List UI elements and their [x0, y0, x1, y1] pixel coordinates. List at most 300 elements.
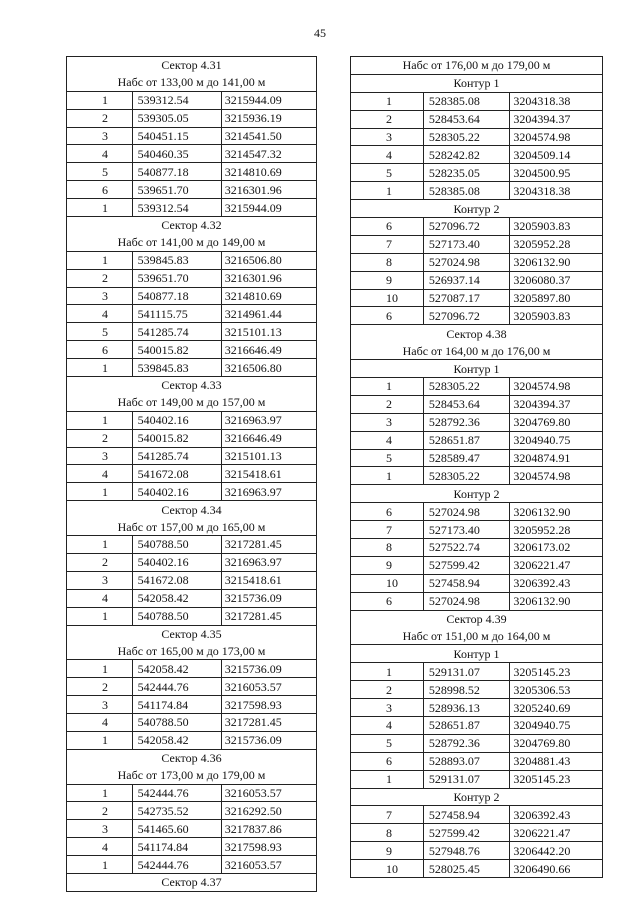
- coord-y: 3215736.09: [221, 660, 316, 678]
- coord-x: 540402.16: [132, 553, 221, 571]
- height-range: Набс от 151,00 м до 164,00 м: [351, 628, 603, 645]
- sector-header-row: [67, 501, 317, 518]
- coord-x: 528305.22: [423, 467, 510, 485]
- coord-y: 3206173.02: [510, 539, 603, 557]
- height-range-row: [351, 342, 603, 359]
- point-number: 6: [351, 592, 424, 610]
- contour-label-row: [351, 485, 603, 503]
- sector-header-row: [67, 57, 317, 74]
- sector-header: Сектор 4.33: [67, 377, 317, 394]
- coordinate-row: [351, 716, 603, 734]
- coordinate-row: [351, 467, 603, 485]
- coord-y: 3216053.57: [221, 856, 316, 874]
- coordinate-row: [351, 128, 603, 146]
- height-range-row: [351, 57, 603, 75]
- coordinate-row: [351, 289, 603, 307]
- point-number: 10: [351, 574, 424, 592]
- coord-y: 3217281.45: [221, 713, 316, 731]
- coordinate-row: [67, 429, 317, 447]
- point-number: 3: [351, 128, 424, 146]
- coordinate-row: [67, 607, 317, 625]
- point-number: 4: [351, 146, 424, 164]
- coord-y: 3215736.09: [221, 731, 316, 749]
- coord-y: 3216506.80: [221, 359, 316, 377]
- coord-x: 541285.74: [132, 447, 221, 465]
- coordinate-row: [351, 521, 603, 539]
- coord-x: 527458.94: [423, 574, 510, 592]
- coordinate-row: [351, 449, 603, 467]
- height-range-row: [67, 767, 317, 784]
- point-number: 7: [351, 521, 424, 539]
- coordinate-row: [351, 218, 603, 236]
- coordinate-row: [67, 838, 317, 856]
- coord-y: 3205903.83: [510, 218, 603, 236]
- coord-x: 527096.72: [423, 307, 510, 325]
- coord-y: 3206221.47: [510, 556, 603, 574]
- point-number: 4: [351, 716, 424, 734]
- coord-y: 3216053.57: [221, 784, 316, 802]
- coord-x: 540402.16: [132, 411, 221, 429]
- point-number: 2: [67, 802, 133, 820]
- coordinates-table-right-body: [351, 57, 603, 878]
- contour-label-row: [351, 74, 603, 92]
- coord-x: 527522.74: [423, 539, 510, 557]
- coord-x: 540877.18: [132, 287, 221, 305]
- point-number: 1: [351, 770, 424, 788]
- sector-header-row: [67, 873, 317, 891]
- coordinate-row: [67, 323, 317, 341]
- coord-y: 3206392.43: [510, 574, 603, 592]
- coord-x: 539651.70: [132, 269, 221, 287]
- coord-y: 3205306.53: [510, 681, 603, 699]
- coordinate-row: [67, 359, 317, 377]
- height-range-row: [67, 234, 317, 251]
- coord-x: 528651.87: [423, 431, 510, 449]
- contour-label-row: [351, 788, 603, 806]
- point-number: 9: [351, 842, 424, 860]
- point-number: 3: [67, 287, 133, 305]
- coord-x: 539651.70: [132, 181, 221, 199]
- point-number: 1: [351, 663, 424, 681]
- coord-x: 528998.52: [423, 681, 510, 699]
- coord-y: 3205240.69: [510, 699, 603, 717]
- coord-y: 3215944.09: [221, 199, 316, 217]
- coord-y: 3206132.90: [510, 592, 603, 610]
- coordinate-row: [351, 539, 603, 557]
- coordinate-row: [351, 431, 603, 449]
- coordinate-row: [351, 146, 603, 164]
- coord-x: 539305.05: [132, 109, 221, 127]
- point-number: 5: [67, 323, 133, 341]
- coord-x: 528453.64: [423, 395, 510, 413]
- coordinate-row: [67, 660, 317, 678]
- coord-y: 3217598.93: [221, 838, 316, 856]
- coord-y: 3205145.23: [510, 663, 603, 681]
- coord-x: 542058.42: [132, 589, 221, 607]
- point-number: 1: [67, 731, 133, 749]
- point-number: 9: [351, 271, 424, 289]
- coord-x: 542058.42: [132, 660, 221, 678]
- height-range-row: [67, 394, 317, 411]
- coordinate-row: [67, 447, 317, 465]
- coord-y: 3205145.23: [510, 770, 603, 788]
- coord-x: 529131.07: [423, 663, 510, 681]
- coord-x: 528025.45: [423, 860, 510, 878]
- coord-y: 3217598.93: [221, 696, 316, 714]
- coord-y: 3204574.98: [510, 467, 603, 485]
- coord-x: 527173.40: [423, 521, 510, 539]
- point-number: 7: [351, 806, 424, 824]
- point-number: 3: [351, 699, 424, 717]
- coord-y: 3217281.45: [221, 607, 316, 625]
- coord-x: 541174.84: [132, 696, 221, 714]
- page-number: 45: [314, 26, 326, 40]
- coord-y: 3205903.83: [510, 307, 603, 325]
- height-range: Набс от 133,00 м до 141,00 м: [67, 74, 317, 91]
- height-range-row: [67, 518, 317, 535]
- point-number: 2: [67, 109, 133, 127]
- point-number: 1: [67, 660, 133, 678]
- coord-y: 3217837.86: [221, 820, 316, 838]
- coordinate-row: [67, 713, 317, 731]
- point-number: 1: [351, 467, 424, 485]
- coord-x: 541174.84: [132, 838, 221, 856]
- height-range: Набс от 141,00 м до 149,00 м: [67, 234, 317, 251]
- point-number: 3: [351, 413, 424, 431]
- coord-y: 3215418.61: [221, 571, 316, 589]
- point-number: 2: [67, 269, 133, 287]
- coord-y: 3206221.47: [510, 824, 603, 842]
- coord-y: 3204574.98: [510, 378, 603, 396]
- point-number: 5: [351, 449, 424, 467]
- coordinate-row: [351, 164, 603, 182]
- coord-x: 541672.08: [132, 465, 221, 483]
- coord-y: 3206490.66: [510, 860, 603, 878]
- height-range: Набс от 176,00 м до 179,00 м: [351, 57, 603, 75]
- point-number: 2: [67, 429, 133, 447]
- coord-x: 542735.52: [132, 802, 221, 820]
- coordinate-row: [67, 199, 317, 217]
- coord-x: 542444.76: [132, 678, 221, 696]
- coord-y: 3204318.38: [510, 92, 603, 110]
- coord-y: 3206442.20: [510, 842, 603, 860]
- sector-header-row: [67, 217, 317, 234]
- point-number: 4: [67, 145, 133, 163]
- coord-x: 527024.98: [423, 592, 510, 610]
- coord-y: 3214810.69: [221, 287, 316, 305]
- sector-header-row: [67, 625, 317, 642]
- point-number: 2: [67, 553, 133, 571]
- coord-x: 528893.07: [423, 752, 510, 770]
- point-number: 4: [67, 713, 133, 731]
- coord-y: 3205897.80: [510, 289, 603, 307]
- coord-y: 3215101.13: [221, 323, 316, 341]
- point-number: 1: [351, 92, 424, 110]
- contour-label: Контур 2: [351, 485, 603, 503]
- coordinate-row: [67, 784, 317, 802]
- coord-y: 3204940.75: [510, 716, 603, 734]
- coord-x: 527173.40: [423, 235, 510, 253]
- point-number: 3: [67, 696, 133, 714]
- point-number: 10: [351, 860, 424, 878]
- coord-x: 540788.50: [132, 536, 221, 554]
- coord-x: 527087.17: [423, 289, 510, 307]
- point-number: 1: [67, 91, 133, 109]
- coordinate-row: [67, 696, 317, 714]
- coordinate-row: [351, 824, 603, 842]
- coord-x: 527024.98: [423, 503, 510, 521]
- point-number: 2: [351, 110, 424, 128]
- coord-y: 3204394.37: [510, 110, 603, 128]
- coordinate-row: [67, 163, 317, 181]
- coordinate-row: [351, 574, 603, 592]
- point-number: 6: [351, 752, 424, 770]
- coordinate-row: [351, 235, 603, 253]
- contour-label-row: [351, 360, 603, 378]
- coord-x: 528792.36: [423, 734, 510, 752]
- coordinate-row: [351, 592, 603, 610]
- coordinate-row: [67, 678, 317, 696]
- coordinate-row: [351, 395, 603, 413]
- coord-y: 3215736.09: [221, 589, 316, 607]
- coordinate-row: [67, 145, 317, 163]
- point-number: 5: [351, 164, 424, 182]
- sector-header-row: [351, 325, 603, 342]
- coordinate-row: [67, 341, 317, 359]
- coordinate-row: [67, 571, 317, 589]
- point-number: 1: [351, 378, 424, 396]
- coordinate-row: [351, 378, 603, 396]
- coordinate-row: [67, 553, 317, 571]
- coord-y: 3216963.97: [221, 553, 316, 571]
- coord-y: 3214961.44: [221, 305, 316, 323]
- coord-x: 528589.47: [423, 449, 510, 467]
- point-number: 3: [67, 571, 133, 589]
- point-number: 1: [67, 784, 133, 802]
- point-number: 1: [67, 411, 133, 429]
- sector-header: Сектор 4.34: [67, 501, 317, 518]
- point-number: 5: [351, 734, 424, 752]
- point-number: 6: [351, 307, 424, 325]
- point-number: 1: [67, 856, 133, 874]
- contour-label: Контур 2: [351, 788, 603, 806]
- point-number: 3: [67, 447, 133, 465]
- coord-y: 3204874.91: [510, 449, 603, 467]
- coordinate-row: [67, 411, 317, 429]
- point-number: 6: [67, 181, 133, 199]
- coord-x: 539312.54: [132, 199, 221, 217]
- contour-label: Контур 1: [351, 360, 603, 378]
- point-number: 6: [351, 503, 424, 521]
- point-number: 1: [67, 607, 133, 625]
- coord-x: 528305.22: [423, 128, 510, 146]
- coord-x: 527458.94: [423, 806, 510, 824]
- coord-y: 3215944.09: [221, 91, 316, 109]
- coordinate-row: [351, 556, 603, 574]
- coord-x: 527024.98: [423, 253, 510, 271]
- coord-x: 540402.16: [132, 483, 221, 501]
- point-number: 4: [351, 431, 424, 449]
- coordinates-table-right: [350, 56, 603, 878]
- coordinate-row: [351, 503, 603, 521]
- coordinate-row: [351, 413, 603, 431]
- coord-x: 540788.50: [132, 713, 221, 731]
- height-range: Набс от 157,00 м до 165,00 м: [67, 518, 317, 535]
- coord-y: 3216646.49: [221, 341, 316, 359]
- height-range: Набс от 165,00 м до 173,00 м: [67, 642, 317, 659]
- coord-y: 3206392.43: [510, 806, 603, 824]
- coord-x: 540015.82: [132, 429, 221, 447]
- coordinate-row: [351, 271, 603, 289]
- contour-label-row: [351, 200, 603, 218]
- sector-header: Сектор 4.32: [67, 217, 317, 234]
- coordinate-row: [351, 182, 603, 200]
- coord-x: 542444.76: [132, 856, 221, 874]
- coordinate-row: [67, 731, 317, 749]
- point-number: 9: [351, 556, 424, 574]
- point-number: 5: [67, 163, 133, 181]
- coord-y: 3204500.95: [510, 164, 603, 182]
- sector-header-row: [67, 749, 317, 766]
- point-number: 10: [351, 289, 424, 307]
- coord-x: 540460.35: [132, 145, 221, 163]
- coordinate-row: [67, 251, 317, 269]
- coord-x: 539312.54: [132, 91, 221, 109]
- coord-x: 528242.82: [423, 146, 510, 164]
- coord-x: 542058.42: [132, 731, 221, 749]
- coord-y: 3216646.49: [221, 429, 316, 447]
- point-number: 1: [67, 199, 133, 217]
- coord-x: 527948.76: [423, 842, 510, 860]
- point-number: 4: [67, 305, 133, 323]
- coord-x: 527096.72: [423, 218, 510, 236]
- coordinate-row: [67, 589, 317, 607]
- point-number: 6: [351, 218, 424, 236]
- point-number: 2: [351, 395, 424, 413]
- coord-x: 528651.87: [423, 716, 510, 734]
- coord-y: 3215936.19: [221, 109, 316, 127]
- coordinate-row: [67, 287, 317, 305]
- coordinate-row: [351, 307, 603, 325]
- coordinate-row: [351, 253, 603, 271]
- coordinate-row: [351, 663, 603, 681]
- coord-y: 3204881.43: [510, 752, 603, 770]
- coord-y: 3216301.96: [221, 269, 316, 287]
- coord-x: 541672.08: [132, 571, 221, 589]
- coord-y: 3205952.28: [510, 521, 603, 539]
- coordinate-row: [351, 699, 603, 717]
- coordinate-row: [67, 127, 317, 145]
- height-range-row: [67, 642, 317, 659]
- point-number: 1: [67, 251, 133, 269]
- coord-x: 542444.76: [132, 784, 221, 802]
- coord-y: 3216963.97: [221, 483, 316, 501]
- coord-x: 529131.07: [423, 770, 510, 788]
- coord-y: 3204318.38: [510, 182, 603, 200]
- point-number: 1: [67, 536, 133, 554]
- point-number: 2: [67, 678, 133, 696]
- coord-y: 3214541.50: [221, 127, 316, 145]
- coord-x: 540015.82: [132, 341, 221, 359]
- point-number: 2: [351, 681, 424, 699]
- coordinate-row: [351, 770, 603, 788]
- point-number: 3: [67, 820, 133, 838]
- coordinate-row: [351, 681, 603, 699]
- coord-x: 540451.15: [132, 127, 221, 145]
- point-number: 4: [67, 465, 133, 483]
- contour-label: Контур 1: [351, 74, 603, 92]
- sector-header: Сектор 4.35: [67, 625, 317, 642]
- coordinate-row: [67, 109, 317, 127]
- contour-label-row: [351, 645, 603, 663]
- coord-y: 3206080.37: [510, 271, 603, 289]
- coord-y: 3206132.90: [510, 253, 603, 271]
- coordinate-row: [351, 860, 603, 878]
- coordinate-row: [67, 305, 317, 323]
- coord-x: 528235.05: [423, 164, 510, 182]
- coord-y: 3216301.96: [221, 181, 316, 199]
- height-range: Набс от 173,00 м до 179,00 м: [67, 767, 317, 784]
- coord-x: 526937.14: [423, 271, 510, 289]
- coord-y: 3217281.45: [221, 536, 316, 554]
- coord-x: 539845.83: [132, 359, 221, 377]
- point-number: 3: [67, 127, 133, 145]
- point-number: 7: [351, 235, 424, 253]
- coordinate-row: [67, 181, 317, 199]
- coord-y: 3215418.61: [221, 465, 316, 483]
- coord-y: 3204940.75: [510, 431, 603, 449]
- coord-x: 528453.64: [423, 110, 510, 128]
- coordinate-row: [351, 110, 603, 128]
- coordinate-row: [67, 856, 317, 874]
- coordinate-row: [351, 734, 603, 752]
- coordinate-row: [67, 465, 317, 483]
- point-number: 4: [67, 589, 133, 607]
- point-number: 1: [67, 483, 133, 501]
- coordinate-row: [67, 269, 317, 287]
- coordinate-row: [67, 820, 317, 838]
- coord-y: 3206132.90: [510, 503, 603, 521]
- contour-label: Контур 2: [351, 200, 603, 218]
- coordinate-row: [351, 842, 603, 860]
- coord-x: 539845.83: [132, 251, 221, 269]
- sector-header: Сектор 4.36: [67, 749, 317, 766]
- point-number: 8: [351, 253, 424, 271]
- coordinate-row: [351, 752, 603, 770]
- coord-y: 3205952.28: [510, 235, 603, 253]
- point-number: 1: [67, 359, 133, 377]
- coord-y: 3214810.69: [221, 163, 316, 181]
- coord-x: 528792.36: [423, 413, 510, 431]
- coord-x: 528385.08: [423, 182, 510, 200]
- point-number: 4: [67, 838, 133, 856]
- height-range-row: [351, 628, 603, 645]
- coord-x: 528385.08: [423, 92, 510, 110]
- coord-y: 3204509.14: [510, 146, 603, 164]
- coord-x: 528936.13: [423, 699, 510, 717]
- coord-x: 528305.22: [423, 378, 510, 396]
- coord-x: 527599.42: [423, 824, 510, 842]
- sector-header: Сектор 4.39: [351, 610, 603, 627]
- coordinate-row: [351, 806, 603, 824]
- coord-y: 3215101.13: [221, 447, 316, 465]
- coordinate-row: [67, 91, 317, 109]
- height-range: Набс от 149,00 м до 157,00 м: [67, 394, 317, 411]
- coord-y: 3216506.80: [221, 251, 316, 269]
- sector-header-row: [67, 377, 317, 394]
- sector-header: Сектор 4.31: [67, 57, 317, 74]
- point-number: 8: [351, 539, 424, 557]
